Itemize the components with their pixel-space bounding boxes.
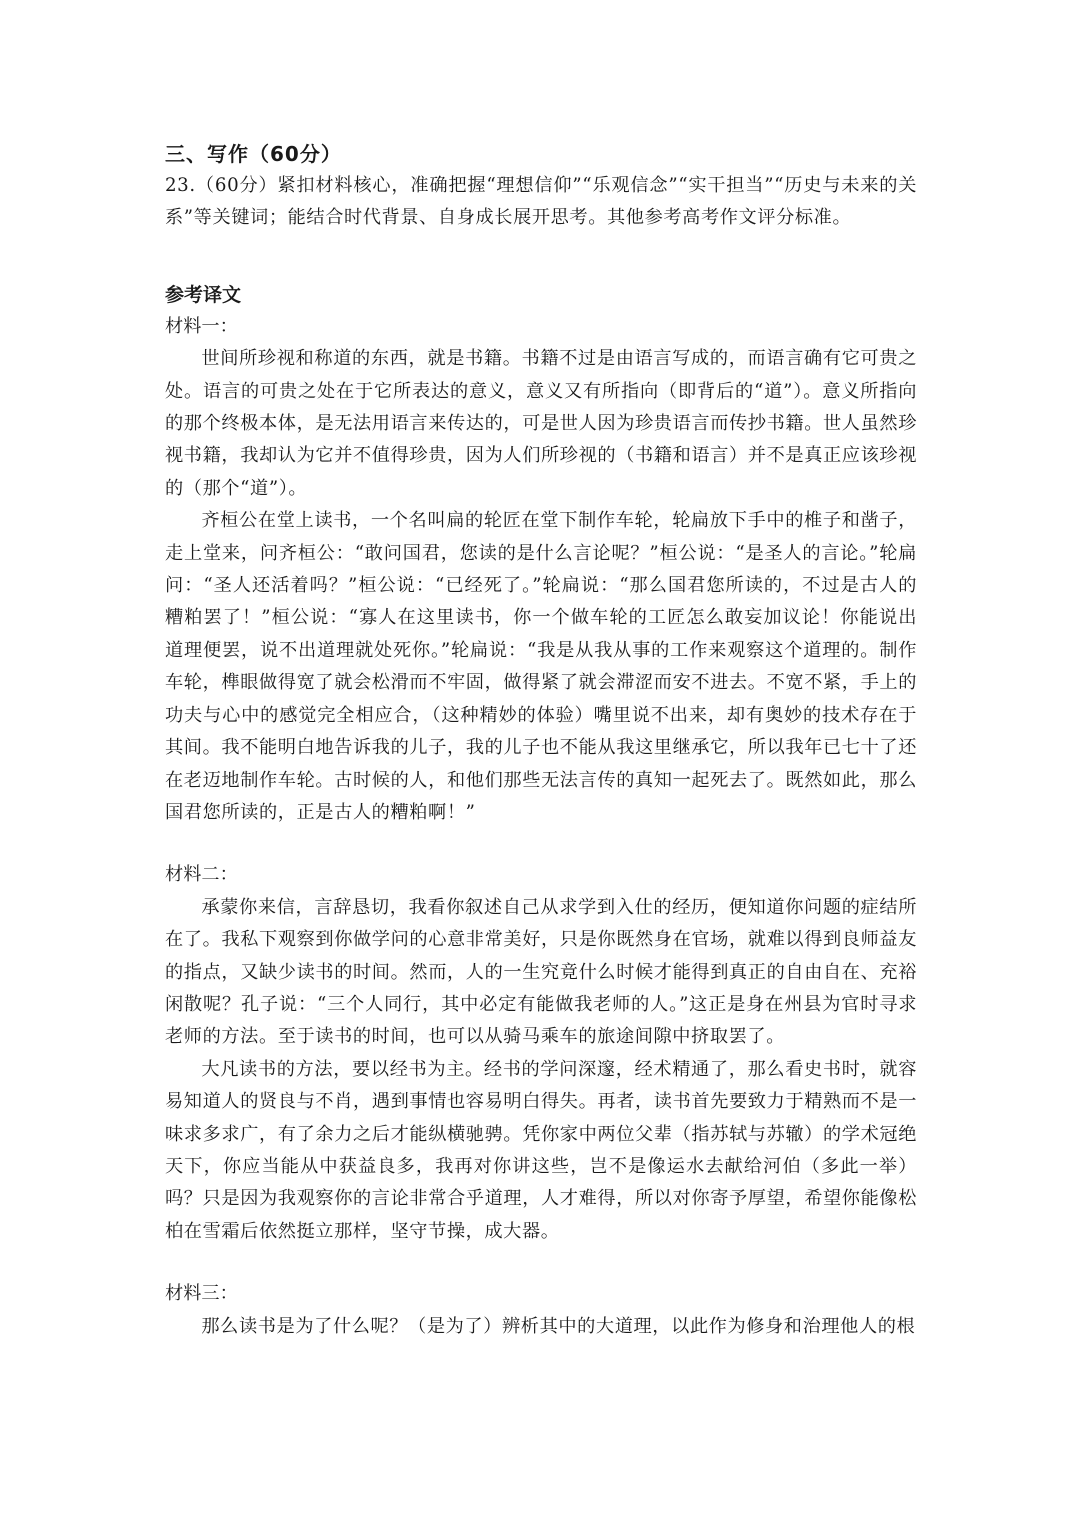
material3-label: 材料三： [165,1283,238,1305]
writing-answer: 23.（60分）紧扣材料核心，准确把握“理想信仰”“乐观信念”“实干担当”“历史与未来的关系”等关键词；能结合时代背景、自身成长展开思考。其他参考高考作文评分标准。 [165,175,917,229]
section-title-writing: 三、写作（60分） [165,142,342,166]
material3-paragraph-1: 那么读书是为了什么呢？（是为了）辨析其中的大道理，以此作为修身和治理他人的根 [201,1315,916,1337]
material1-label: 材料一： [165,315,238,337]
spacer [165,829,917,859]
translation-title: 参考译文 [165,283,242,306]
spacer [165,1248,917,1278]
material2-paragraph-1: 承蒙你来信，言辞恳切，我看你叙述自己从求学到入仕的经历，便知道你问题的症结所在了。我私下观察到你做学问的心意非常美好，只是你既然身在官场，就难以得到良师益友的指点，又缺少读书的时间。然而，人的一生究竟什么时候才能得到真正的自由自在、充裕闲散呢？孔子说：“三个人同行，其中必定有能做我老师的人。”这正是身在州县为官时寻求老师的方法。至于读书的时间，也可以从骑马乘车的旅途间隙中挤取罢了。 [165,896,917,1048]
spacer [165,235,917,279]
material1-paragraph-2: 齐桓公在堂上读书，一个名叫扁的轮匠在堂下制作车轮，轮扁放下手中的椎子和凿子，走上堂来，问齐桓公：“敢问国君，您读的是什么言论呢？”桓公说：“是圣人的言论。”轮扁问：“圣人还活着吗？”桓公说：“已经死了。”轮扁说：“那么国君您所读的，不过是古人的糟粕罢了！”桓公说：“寡人在这里读书，你一个做车轮的工匠怎么敢妄加议论！你能说出道理便罢，说不出道理就处死你。”轮扁说：“我是从我从事的工作来观察这个道理的。制作车轮，榫眼做得宽了就会松滑而不牢固，做得紧了就会滞涩而安不进去。不宽不紧，手上的功夫与心中的感觉完全相应合，（这种精妙的体验）嘴里说不出来，却有奥妙的技术存在于其间。我不能明白地告诉我的儿子，我的儿子也不能从我这里继承它，所以我年已七十了还在老迈地制作车轮。古时候的人，和他们那些无法言传的真知一起死去了。既然如此，那么国君您所读的，正是古人的糟粕啊！” [165,510,917,823]
material2-label: 材料二： [165,864,238,886]
material2-paragraph-2: 大凡读书的方法，要以经书为主。经书的学问深邃，经术精通了，那么看史书时，就容易知道人的贤良与不肖，遇到事情也容易明白得失。再者，读书首先要致力于精熟而不是一味求多求广，有了余力之后才能纵横驰骋。凭你家中两位父辈（指苏轼与苏辙）的学术冠绝天下，你应当能从中获益良多，我再对你讲这些，岂不是像运水去献给河伯（多此一举）吗？只是因为我观察你的言论非常合乎道理，人才难得，所以对你寄予厚望，希望你能像松柏在雪霜后依然挺立那样，坚守节操，成大器。 [165,1058,917,1242]
page-content [165,138,917,1343]
material1-paragraph-1: 世间所珍视和称道的东西，就是书籍。书籍不过是由语言写成的，而语言确有它可贵之处。语言的可贵之处在于它所表达的意义，意义又有所指向（即背后的“道”）。意义所指向的那个终极本体，是无法用语言来传达的，可是世人因为珍贵语言而传抄书籍。世人虽然珍视书籍，我却认为它并不值得珍贵，因为人们所珍视的（书籍和语言）并不是真正应该珍视的（那个“道”）。 [165,348,917,499]
